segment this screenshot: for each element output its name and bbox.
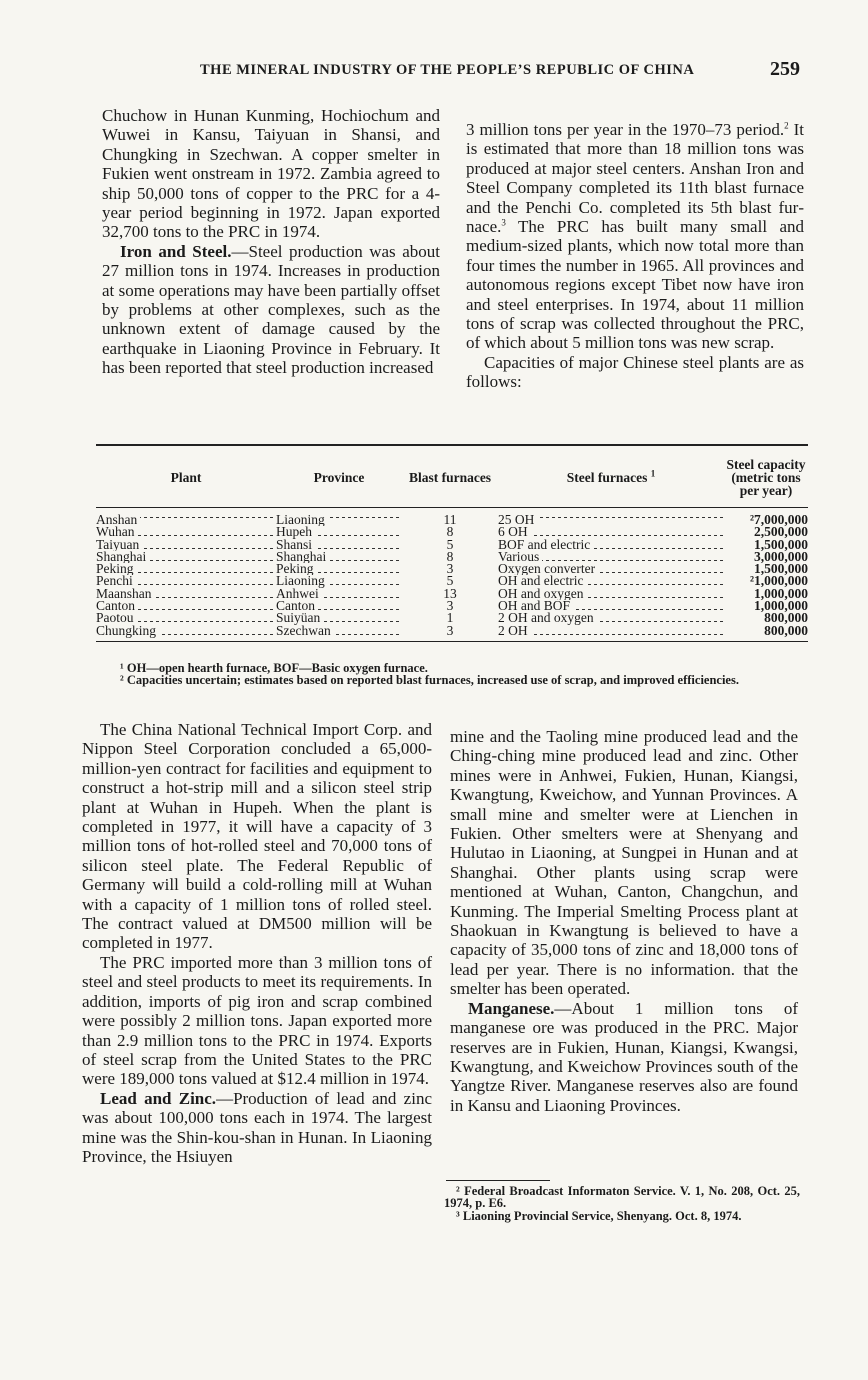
footnote-ref: 2 bbox=[784, 120, 789, 131]
cell-plant bbox=[96, 526, 276, 538]
cell-steel-capacity: 2,500,000 bbox=[754, 524, 808, 540]
cell-steel-furnaces-text: 25 OH bbox=[498, 512, 537, 526]
cell-steel-capacity: 800,000 bbox=[764, 610, 808, 626]
cell-province bbox=[276, 563, 402, 575]
col-header-steel-furnaces bbox=[498, 445, 724, 508]
cell-steel-furnaces bbox=[498, 563, 724, 575]
cell-plant-text: Paotou bbox=[96, 612, 137, 624]
cell-province-text: Hupeh bbox=[276, 526, 315, 538]
paragraph-lead-zinc bbox=[82, 1089, 432, 1167]
cell-steel-furnaces bbox=[498, 600, 724, 612]
cell-province-text: Shanghai bbox=[276, 551, 329, 563]
cell-steel-capacity: ²7,000,000 bbox=[749, 512, 808, 527]
cell-plant-text: Taiyuan bbox=[96, 539, 142, 551]
cell-blast-furnaces: 5 bbox=[446, 573, 454, 589]
cell-plant bbox=[96, 539, 276, 551]
cell-steel-furnaces bbox=[498, 612, 724, 624]
section-head-manganese: Manganese. bbox=[468, 998, 555, 1018]
cell-plant-text: Penchi bbox=[96, 575, 136, 587]
paragraph-iron-steel-text: —Steel production was about 27 million tons in 1974. Increases in production at some operations may have been partially offset by problems at other complexes, such as the unknown extent of damage caused by the earthquake in Liaoning Province in February. It has been reported that steel production increased bbox=[102, 241, 440, 378]
cell-province bbox=[276, 539, 402, 551]
cell-steel-capacity: ²1,000,000 bbox=[749, 573, 808, 589]
table-footnote-2: ² Capacities uncertain; estimates based on reported blast furnaces, increased use of scrap, and improved efficiencies. bbox=[120, 673, 739, 687]
cell-plant-text: Canton bbox=[96, 600, 138, 612]
footnote-3: ³ Liaoning Provincial Service, Shenyang. Oct. 8, 1974. bbox=[456, 1208, 742, 1223]
cell-plant bbox=[96, 625, 276, 642]
paragraph-steel-production bbox=[466, 120, 804, 353]
section-head-lead-zinc: Lead and Zinc. bbox=[100, 1088, 217, 1108]
cell-steel-capacity: 1,000,000 bbox=[754, 585, 808, 601]
cell-plant bbox=[96, 508, 276, 527]
cell-province bbox=[276, 575, 402, 587]
col-header-plant: Plant bbox=[96, 445, 276, 508]
cell-steel-capacity: 1,000,000 bbox=[754, 598, 808, 614]
header-text: Steel furnaces bbox=[566, 470, 648, 485]
text-span: 3 million tons per year in the 1970–73 period. bbox=[466, 120, 785, 139]
cell-steel-capacity: 800,000 bbox=[724, 625, 808, 642]
cell-province-text: Peking bbox=[276, 563, 317, 575]
cell-plant bbox=[96, 612, 276, 624]
top-left-column bbox=[102, 106, 440, 378]
top-right-column bbox=[466, 120, 804, 392]
cell-plant-text: Maanshan bbox=[96, 588, 154, 600]
cell-steel-capacity: 1,500,000 bbox=[754, 561, 808, 577]
cell-province bbox=[276, 508, 402, 527]
cell-plant-text: Wuhan bbox=[96, 526, 137, 538]
paragraph-wuhan-contract: The China National Technical Import Corp. and Nippon Steel Corporation concluded a 65,000-million-yen contract for facilities and equipment to construct a hot-strip mill and a silicon steel strip plant at Wuhan in Hupeh. When the plant is completed in 1977, it will have a capacity of 3 million tons of hot-rolled steel and 70,000 tons of silicon steel plate. The Federal Republic of Germany will build a cold-rolling mill at Wuhan with a capacity of 1 million tons of rolled steel. The contract valued at DM500 million will be completed in 1977. bbox=[82, 720, 432, 953]
paragraph-iron-steel bbox=[102, 242, 440, 378]
table-body bbox=[96, 508, 808, 642]
running-header: THE MINERAL INDUSTRY OF THE PEOPLE’S REPUBLIC OF CHINA bbox=[200, 62, 695, 78]
cell-steel-furnaces bbox=[498, 575, 724, 587]
cell-plant-text: Peking bbox=[96, 563, 137, 575]
cell-plant-text: Anshan bbox=[96, 512, 140, 526]
paragraph-lead-zinc-continued: mine and the Taoling mine produced lead and the Ching-ching mine produced lead and zinc. Other mines were in Anhwei, Fukien, Hunan, Kiangsi, Kwangtung, Kweichow, and Yunnan Provinces. A small mine and smelter were at Lienchen in Fukien. Other smelters were at Shenyang and Hulutao in Liaoning, at Sungpei in Hunan and at Shanghai. Other plants using scrap were mentioned at Wuhan, Canton, Changchun, and Kunming. The Imperial Smelting Process plant at Shaokuan in Kwangtung is believed to have a capacity of 35,000 tons of zinc and 18,000 tons of lead per year. There is no information. that the smelter has been operated. bbox=[450, 727, 798, 999]
cell-blast-furnaces: 3 bbox=[402, 625, 498, 642]
cell-steel-furnaces-text: BOF and electric bbox=[498, 539, 593, 551]
cell-plant bbox=[96, 575, 276, 587]
footnote-ref: 1 bbox=[650, 468, 656, 479]
cell-steel-furnaces bbox=[498, 539, 724, 551]
cell-steel-furnaces bbox=[498, 588, 724, 600]
footnote-ref: 3 bbox=[501, 217, 506, 228]
page-number: 259 bbox=[770, 58, 800, 80]
cell-plant bbox=[96, 563, 276, 575]
cell-province-text: Liaoning bbox=[276, 575, 328, 587]
cell-steel-furnaces-text: 2 OH and oxygen bbox=[498, 612, 597, 624]
cell-plant bbox=[96, 588, 276, 600]
cell-province-text: Canton bbox=[276, 600, 318, 612]
paragraph-manganese bbox=[450, 999, 798, 1115]
cell-province bbox=[276, 600, 402, 612]
cell-blast-furnaces: 8 bbox=[446, 524, 454, 540]
col-header-steel-capacity: Steel capacity (metric tons per year) bbox=[724, 445, 808, 508]
cell-steel-furnaces bbox=[498, 508, 724, 527]
text-span: The PRC has built many small and medium-sized plants, which now total more than four times the number in 1965. All provinces and autonomous regions except Tibet now have iron and steel enterprises. In 1974, about 11 million tons of scrap was collected throughout the PRC, of which about 5 million tons was new scrap. bbox=[466, 217, 804, 353]
section-head-iron-steel: Iron and Steel. bbox=[120, 241, 232, 261]
cell-province-text: Shansi bbox=[276, 539, 315, 551]
col-header-blast-furnaces: Blast furnaces bbox=[402, 445, 498, 508]
cell-steel-furnaces bbox=[498, 625, 724, 642]
cell-province bbox=[276, 625, 402, 642]
cell-plant bbox=[96, 551, 276, 563]
cell-steel-furnaces bbox=[498, 526, 724, 538]
cell-province-text: Szechwan bbox=[276, 625, 334, 638]
cell-steel-furnaces-text: OH and electric bbox=[498, 575, 586, 587]
cell-plant-text: Shanghai bbox=[96, 551, 149, 563]
footnote-2: ² Federal Broadcast Informaton Service. V. 1, No. 208, Oct. 25, 1974, p. E6. bbox=[444, 1184, 800, 1211]
col-header-province: Province bbox=[276, 445, 402, 508]
cell-province-text: Liaoning bbox=[276, 512, 328, 526]
paragraph-lead-zinc-text: —Production of lead and zinc was about 100,000 tons each in 1974. The largest mine was the Shin-kou-shan in Hunan. In Liaoning Province, the Hsiuyen bbox=[82, 1088, 432, 1166]
bottom-right-column bbox=[450, 727, 798, 1115]
cell-blast-furnaces: 11 bbox=[443, 512, 457, 527]
text-span: It is estimated that more than 18 million tons was produced at major steel centers. Anshan Iron and Steel Company completed its 11th blast furnace and the Penchi Co. completed its 5th blast furnace. bbox=[466, 120, 804, 237]
cell-blast-furnaces: 13 bbox=[443, 585, 457, 601]
cell-steel-furnaces-text: OH and oxygen bbox=[498, 588, 586, 600]
cell-steel-furnaces-text: 2 OH bbox=[498, 625, 531, 638]
cell-province-text: Suiyüan bbox=[276, 612, 323, 624]
steel-plants-table bbox=[96, 444, 808, 642]
cell-steel-capacity: 1,500,000 bbox=[754, 536, 808, 552]
cell-steel-furnaces-text: Oxygen converter bbox=[498, 563, 598, 575]
cell-steel-furnaces-text: OH and BOF bbox=[498, 600, 573, 612]
cell-province bbox=[276, 588, 402, 600]
cell-blast-furnaces: 3 bbox=[446, 598, 454, 614]
cell-blast-furnaces: 1 bbox=[446, 610, 454, 626]
cell-province bbox=[276, 612, 402, 624]
page-footnotes bbox=[444, 1185, 800, 1222]
cell-blast-furnaces: 5 bbox=[446, 536, 454, 552]
paragraph-steel-imports: The PRC imported more than 3 million tons of steel and steel products to meet its requirements. In addition, imports of pig iron and scrap combined were possibly 2 million tons. Japan exported more than 2.9 million tons to the PRC in 1974. Exports of steel scrap from the United States to the PRC were 189,000 tons valued at $12.4 million in 1974. bbox=[82, 952, 432, 1089]
footnote-rule bbox=[446, 1180, 550, 1181]
cell-province-text: Anhwei bbox=[276, 588, 322, 600]
steel-plants-table-wrapper bbox=[96, 444, 808, 642]
cell-blast-furnaces: 8 bbox=[446, 548, 454, 564]
table-footnotes bbox=[100, 662, 810, 686]
cell-steel-capacity: 3,000,000 bbox=[754, 548, 808, 564]
cell-steel-furnaces-text: Various bbox=[498, 551, 542, 563]
table-footnote-1: ¹ OH—open hearth furnace, BOF—Basic oxygen furnace. bbox=[120, 661, 428, 675]
cell-province bbox=[276, 526, 402, 538]
paragraph-capacities-intro: Capacities of major Chinese steel plants are as follows: bbox=[466, 352, 804, 392]
cell-steel-furnaces-text: 6 OH bbox=[498, 526, 531, 538]
cell-blast-furnaces: 3 bbox=[446, 561, 454, 577]
bottom-left-column bbox=[82, 720, 432, 1166]
table-row bbox=[96, 625, 808, 642]
paragraph-manganese-text: —About 1 million tons of manganese ore was produced in the PRC. Major reserves are in Fukien, Hunan, Kiangsi, Kwangsi, Kwangtung, and Kweichow Provinces south of the Yangtze River. Manganese reserves also are found in Kansu and Liaoning Provinces. bbox=[450, 998, 798, 1115]
cell-steel-furnaces bbox=[498, 551, 724, 563]
paragraph-copper-continued: Chuchow in Hunan Kunming, Hochiochum and Wuwei in Kansu, Taiyuan in Shansi, and Chungking in Szechwan. A copper smelter in Fukien went onstream in 1972. Zambia agreed to ship 50,000 tons of copper to the PRC for a 4-year period beginning in 1972. Japan exported 32,700 tons to the PRC in 1974. bbox=[102, 106, 440, 242]
cell-plant bbox=[96, 600, 276, 612]
cell-province bbox=[276, 551, 402, 563]
table-header-row bbox=[96, 445, 808, 508]
cell-plant-text: Chungking bbox=[96, 625, 159, 638]
